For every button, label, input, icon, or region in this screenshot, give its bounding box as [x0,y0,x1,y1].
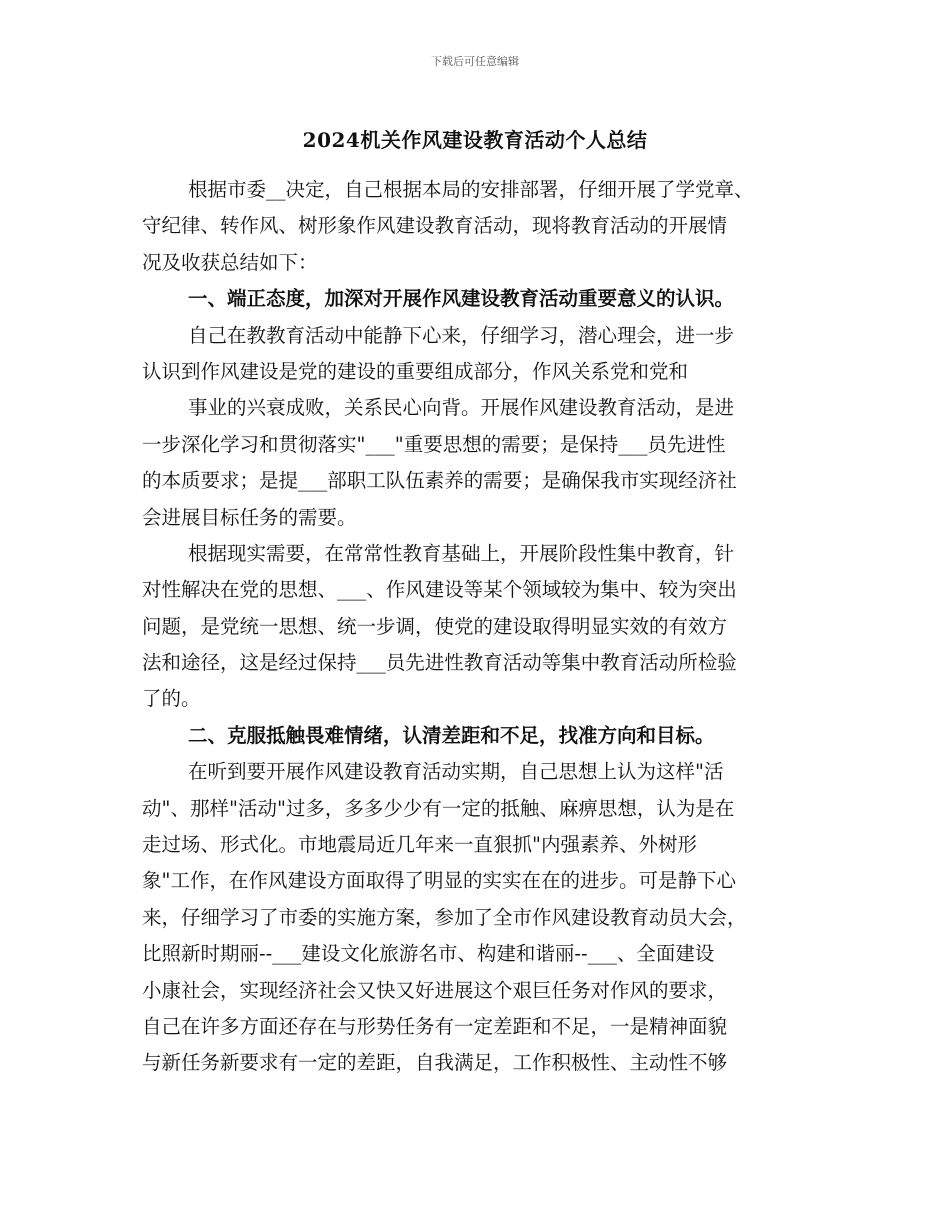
paragraph-line: 来，仔细学习了市委的实施方案，参加了全市作风建设教育动员大会， [142,905,747,929]
paragraph-line: 会进展目标任务的需要。 [142,505,357,529]
paragraph-line: 认识到作风建设是党的建设的重要组成部分，作风关系党和党和 [142,359,689,383]
document-body [142,172,832,1082]
paragraph-line: 对性解决在党的思想、___、作风建设等某个领域较为集中、较为突出 [142,578,737,602]
paragraph-line: 象"工作，在作风建设方面取得了明显的实实在在的进步。可是静下心 [142,869,736,893]
header-note: 下载后可任意编辑 [431,55,519,68]
paragraph-line: 动"、那样"活动"过多，多多少少有一定的抵触、麻痹思想，认为是在 [142,796,735,820]
paragraph-line: 问题，是党统一思想、统一步调，使党的建设取得明显实效的有效方 [142,614,728,638]
section-heading: 一、端正态度，加深对开展作风建设教育活动重要意义的认识。 [188,287,735,311]
paragraph-line: 自己在许多方面还存在与形势任务有一定差距和不足，一是精神面貌 [142,1014,728,1038]
paragraph-line: 了的。 [142,687,201,711]
document-title: 2024机关作风建设教育活动个人总结 [302,128,648,152]
paragraph-line: 与新任务新要求有一定的差距，自我满足，工作积极性、主动性不够 [142,1051,728,1075]
paragraph-line: 事业的兴衰成败，关系民心向背。开展作风建设教育活动，是进 [188,396,735,420]
paragraph-line: 小康社会，实现经济社会又快又好进展这个艰巨任务对作风的要求， [142,978,728,1002]
paragraph-line: 比照新时期丽--___建设文化旅游名市、构建和谐丽--___、全面建设 [142,942,715,966]
paragraph-line: 法和途径，这是经过保持___员先进性教育活动等集中教育活动所检验 [142,651,737,675]
paragraph-line: 况及收获总结如下： [142,250,318,274]
paragraph-line: 一步深化学习和贯彻落实"___"重要思想的需要；是保持___员先进性 [142,432,726,456]
paragraph-line: 的本质要求；是提___部职工队伍素养的需要；是确保我市实现经济社 [142,469,737,493]
paragraph-line: 根据市委__决定，自己根据本局的安排部署，仔细开展了学党章、 [188,178,754,201]
paragraph-line: 根据现实需要，在常常性教育基础上，开展阶段性集中教育，针 [188,541,735,565]
paragraph-line: 守纪律、转作风、树形象作风建设教育活动，现将教育活动的开展情 [142,214,728,238]
paragraph-line: 在听到要开展作风建设教育活动实期，自己思想上认为这样"活 [188,760,724,784]
paragraph-line: 自己在教教育活动中能静下心来，仔细学习，潜心理会，进一步 [188,323,735,347]
paragraph-line: 走过场、形式化。市地震局近几年来一直狠抓"内强素养、外树形 [142,833,697,857]
section-heading: 二、克服抵触畏难情绪，认清差距和不足，找准方向和目标。 [188,723,715,747]
